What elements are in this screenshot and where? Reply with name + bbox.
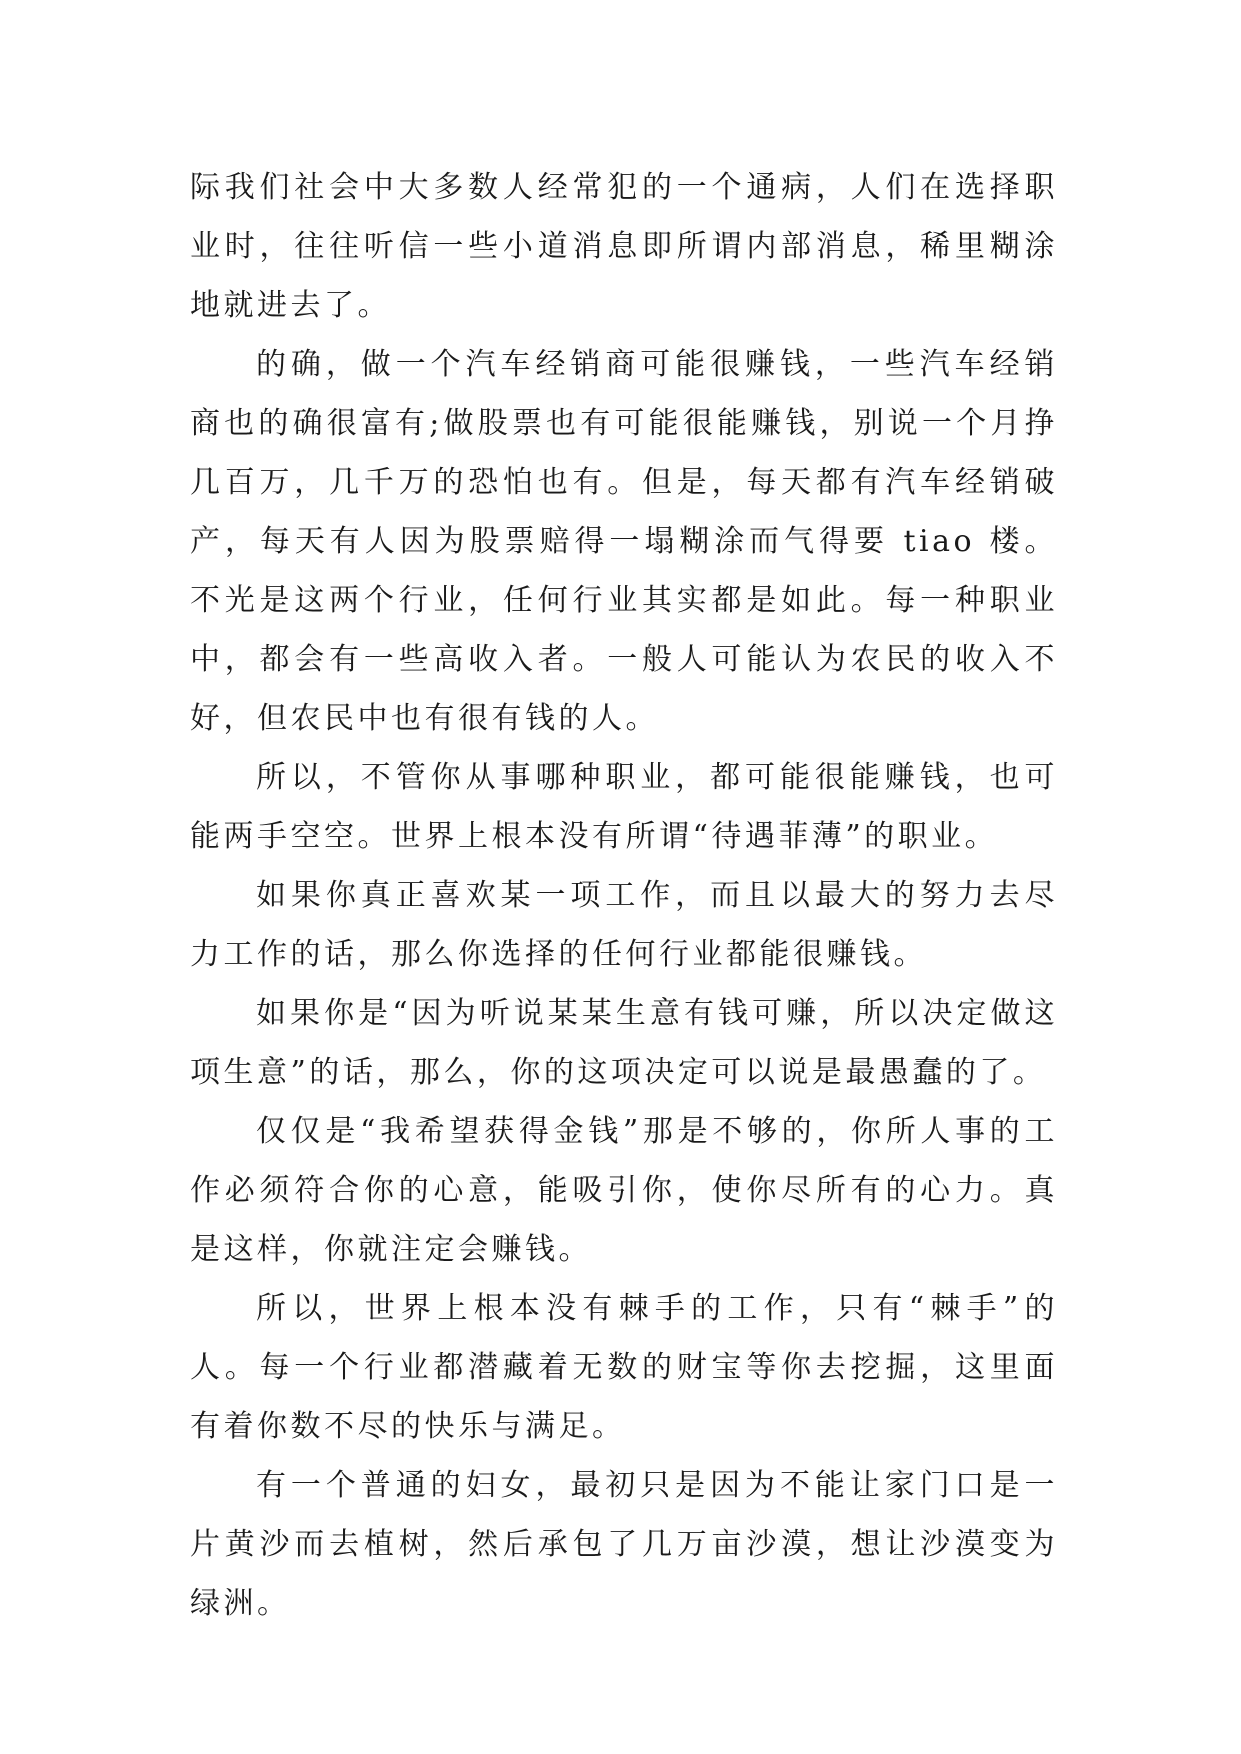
paragraph-2: 的确，做一个汽车经销商可能很赚钱，一些汽车经销商也的确很富有;做股票也有可能很能赚钱，别说一个月挣几百万，几千万的恐怕也有。但是，每天都有汽车经销破产，每天有人因为股票赔得一塌糊涂而气得要 tiao 楼。不光是这两个行业，任何行业其实都是如此。每一种职业中，都会有一些高收入者。一般人可能认为农民的收入不好，但农民中也有很有钱的人。 bbox=[190, 347, 1058, 736]
paragraph-7: 所以，世界上根本没有棘手的工作，只有“棘手”的人。每一个行业都潜藏着无数的财宝等你去挖掘，这里面有着你数不尽的快乐与满足。 bbox=[190, 1291, 1058, 1444]
paragraph-3: 所以，不管你从事哪种职业，都可能很能赚钱，也可能两手空空。世界上根本没有所谓“待遇菲薄”的职业。 bbox=[190, 760, 1058, 854]
paragraph-8: 有一个普通的妇女，最初只是因为不能让家门口是一片黄沙而去植树，然后承包了几万亩沙漠，想让沙漠变为绿洲。 bbox=[190, 1468, 1058, 1621]
paragraph-1: 际我们社会中大多数人经常犯的一个通病，人们在选择职业时，往往听信一些小道消息即所谓内部消息，稀里糊涂地就进去了。 bbox=[190, 170, 1058, 323]
paragraph-6: 仅仅是“我希望获得金钱”那是不够的，你所人事的工作必须符合你的心意，能吸引你，使你尽所有的心力。真是这样，你就注定会赚钱。 bbox=[190, 1114, 1058, 1267]
body-text bbox=[190, 158, 1058, 1633]
paragraph-5: 如果你是“因为听说某某生意有钱可赚，所以决定做这项生意”的话，那么，你的这项决定可以说是最愚蠢的了。 bbox=[190, 996, 1058, 1090]
paragraph-4: 如果你真正喜欢某一项工作，而且以最大的努力去尽力工作的话，那么你选择的任何行业都能很赚钱。 bbox=[190, 878, 1058, 972]
